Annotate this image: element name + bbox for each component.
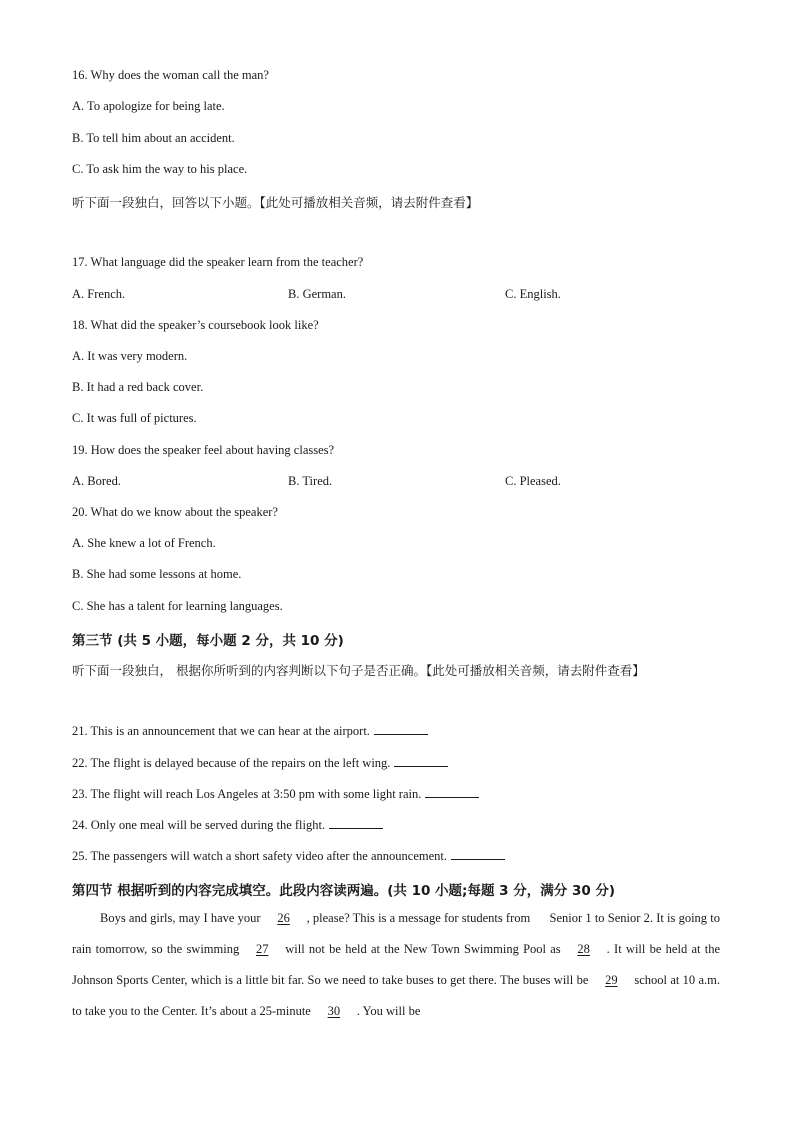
tf-item-25: [72, 848, 505, 864]
question-18: 18. What did the speaker’s coursebook look like?: [72, 318, 319, 332]
answer-blank[interactable]: [425, 786, 479, 798]
passage-text: Senior 1 to Senior 2. It is going to rain tomorrow, so the swimming: [72, 911, 720, 956]
answer-blank[interactable]: [374, 723, 428, 735]
blank-27[interactable]: 27: [255, 942, 269, 956]
tf-item-text: 22. The flight is delayed because of the repairs on the left wing.: [72, 756, 391, 770]
question-20: 20. What do we know about the speaker?: [72, 505, 278, 519]
q19-option-b: B. Tired.: [288, 474, 333, 488]
passage-text: , please? This is a message for students from: [306, 911, 531, 925]
answer-blank[interactable]: [329, 817, 383, 829]
answer-blank[interactable]: [394, 755, 448, 767]
q20-option-b: B. She had some lessons at home.: [72, 567, 242, 581]
passage-text: Boys and girls, may I have your: [100, 911, 261, 925]
blank-28[interactable]: 28: [577, 942, 590, 956]
q16-option-c: C. To ask him the way to his place.: [72, 162, 248, 176]
passage-text: . You will be: [356, 1004, 421, 1018]
cloze-passage: [72, 903, 720, 1027]
section-4-heading: 第四节 根据听到的内容完成填空。此段内容读两遍。(共 10 小题;每题 3 分，满分 30 分): [72, 883, 616, 899]
answer-blank[interactable]: [451, 848, 505, 860]
tf-item-text: 25. The passengers will watch a short safety video after the announcement.: [72, 849, 447, 863]
passage-text: school at 10 a.m. to take you to the Center. It’s about a 25-minute: [72, 973, 720, 1018]
passage-text: will not be held at the New Town Swimming Pool as: [285, 942, 561, 956]
q19-option-a: A. Bored.: [72, 474, 121, 488]
q17-option-a: A. French.: [72, 287, 126, 301]
passage-text: . It will be held at the Johnson Sports Center, which is a little bit far. So we need to take buses to get there. The buses will be: [72, 942, 721, 987]
blank-30[interactable]: 30: [327, 1004, 341, 1018]
blank-26[interactable]: 26: [277, 911, 290, 925]
q19-option-c: C. Pleased.: [505, 474, 561, 488]
tf-item-24: [72, 817, 383, 833]
q17-option-b: B. German.: [288, 287, 346, 301]
section-3-instruction: 听下面一段独白， 根据你所听到的内容判断以下句子是否正确。【此处可播放相关音频，请去附件查看】: [72, 663, 645, 678]
q17-option-c: C. English.: [505, 287, 561, 301]
tf-item-text: 21. This is an announcement that we can hear at the airport.: [72, 724, 370, 738]
q18-option-a: A. It was very modern.: [72, 349, 188, 363]
q16-option-b: B. To tell him about an accident.: [72, 131, 235, 145]
q20-option-a: A. She knew a lot of French.: [72, 536, 216, 550]
q16-option-a: A. To apologize for being late.: [72, 99, 225, 113]
question-19: 19. How does the speaker feel about having classes?: [72, 443, 335, 457]
question-16: 16. Why does the woman call the man?: [72, 68, 269, 82]
instruction-monologue: 听下面一段独白，回答以下小题。【此处可播放相关音频，请去附件查看】: [72, 195, 479, 210]
tf-item-text: 24. Only one meal will be served during the flight.: [72, 818, 326, 832]
tf-item-text: 23. The flight will reach Los Angeles at 3:50 pm with some light rain.: [72, 787, 422, 801]
q18-option-c: C. It was full of pictures.: [72, 411, 197, 425]
q18-option-b: B. It had a red back cover.: [72, 380, 204, 394]
blank-29[interactable]: 29: [605, 973, 618, 987]
tf-item-22: [72, 755, 448, 771]
tf-item-21: [72, 723, 428, 739]
question-17: 17. What language did the speaker learn from the teacher?: [72, 255, 364, 269]
section-3-heading: 第三节 (共 5 小题，每小题 2 分，共 10 分): [72, 633, 344, 649]
tf-item-23: [72, 786, 479, 802]
q20-option-c: C. She has a talent for learning languages.: [72, 599, 283, 613]
